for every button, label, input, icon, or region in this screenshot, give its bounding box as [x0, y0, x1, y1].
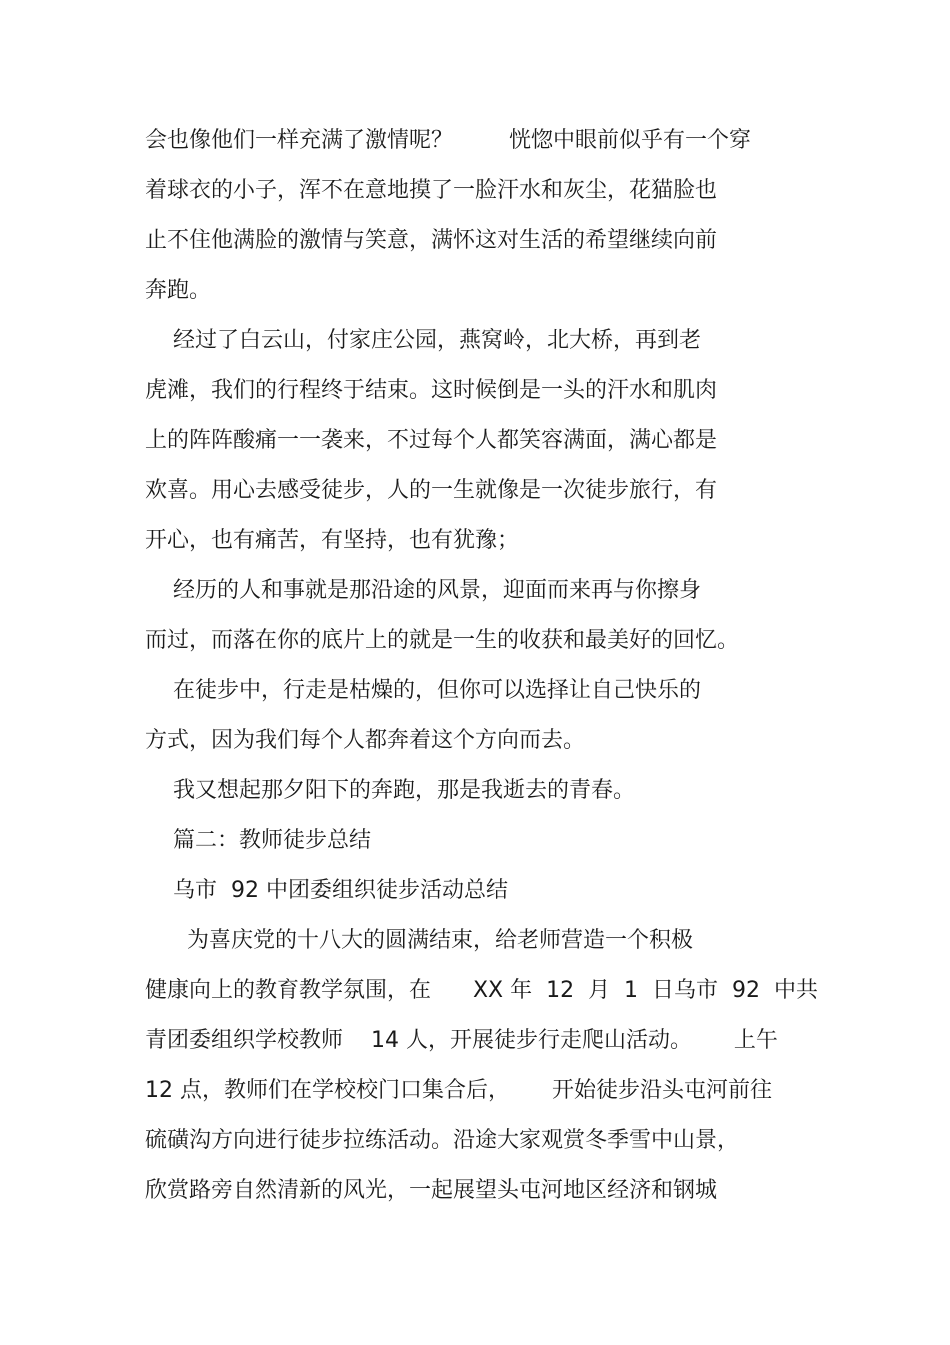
section-heading: 篇二：教师徒步总结: [145, 828, 371, 853]
text-line: 青团委组织学校教师 14 人，开展徒步行走爬山活动。 上午: [145, 1028, 778, 1053]
article-title: 乌市 92 中团委组织徒步活动总结: [145, 878, 508, 903]
paragraph-first-line: 经过了白云山，付家庄公园，燕窝岭，北大桥，再到老: [145, 328, 701, 353]
paragraph-first-line: 经历的人和事就是那沿途的风景，迎面而来再与你擦身: [145, 578, 701, 603]
text-line: 12 点，教师们在学校校门口集合后， 开始徒步沿头屯河前往: [145, 1078, 772, 1103]
text-line: 欣赏路旁自然清新的风光，一起展望头屯河地区经济和钢城: [145, 1178, 718, 1203]
text-line: 着球衣的小子，浑不在意地摸了一脸汗水和灰尘，花猫脸也: [145, 178, 718, 203]
text-line: 开心，也有痛苦，有坚持，也有犹豫；: [145, 528, 520, 553]
text-line: 虎滩，我们的行程终于结束。这时候倒是一头的汗水和肌肉: [145, 378, 718, 403]
text-line: 欢喜。用心去感受徒步，人的一生就像是一次徒步旅行，有: [145, 478, 718, 503]
text-line: 而过，而落在你的底片上的就是一生的收获和最美好的回忆。: [145, 628, 740, 653]
paragraph-first-line: 我又想起那夕阳下的奔跑，那是我逝去的青春。: [145, 778, 635, 803]
text-line: 方式，因为我们每个人都奔着这个方向而去。: [145, 728, 586, 753]
text-line: 奔跑。: [145, 278, 212, 303]
paragraph-first-line: 为喜庆党的十八大的圆满结束，给老师营造一个积极: [145, 928, 693, 953]
text-line: 上的阵阵酸痛一一袭来，不过每个人都笑容满面，满心都是: [145, 428, 718, 453]
paragraph-first-line: 在徒步中，行走是枯燥的，但你可以选择让自己快乐的: [145, 678, 701, 703]
text-line: 止不住他满脸的激情与笑意，满怀这对生活的希望继续向前: [145, 228, 718, 253]
text-line: 硫磺沟方向进行徒步拉练活动。沿途大家观赏冬季雪中山景，: [145, 1128, 740, 1153]
text-line: 会也像他们一样充满了激情呢？ 恍惚中眼前似乎有一个穿: [145, 128, 751, 153]
text-line: 健康向上的教育教学氛围，在 XX 年 12 月 1 日乌市 92 中共: [145, 978, 818, 1003]
